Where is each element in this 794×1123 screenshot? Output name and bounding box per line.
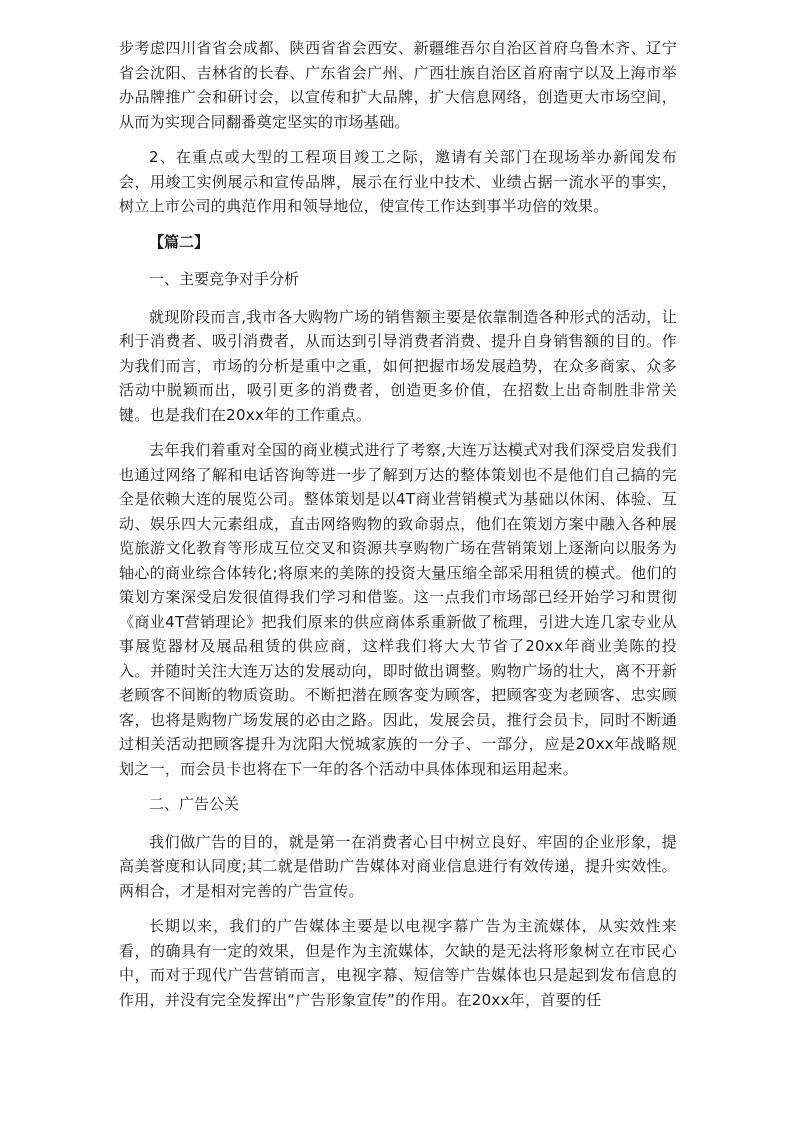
section-title-part-two: 【篇二】 (149, 232, 210, 251)
paragraph-advertising-purpose: 我们做广告的目的，就是第一在消费者心目中树立良好、牢固的企业形象，提高美誉度和认同度;其二就是借助广告媒体对商业信息进行有效传递，提升实效性。两相合，才是相对完善的广告宣传。 (119, 832, 677, 900)
heading-advertising-pr: 二、广告公关 (149, 795, 240, 813)
heading-competitor-analysis: 一、主要竞争对手分析 (149, 270, 300, 288)
paragraph-brand-promotion: 步考虑四川省省会成都、陕西省省会西安、新疆维吾尔自治区首府乌鲁木齐、辽宁省会沈阳、吉林省的长春、广东省会广州、广西壮族自治区首府南宁以及上海市举办品牌推广会和研讨会，以宣传和扩大品牌，扩大信息网络，创造更大市场空间，从而为实现合同翻番奠定坚实的市场基础。 (119, 39, 677, 131)
paragraph-press-conference: 2、在重点或大型的工程项目竣工之际，邀请有关部门在现场举办新闻发布会，用竣工实例展示和宣传品牌，展示在行业中技术、业绩占据一流水平的事实，树立上市公司的典范作用和领导地位，使宣传工作达到事半功倍的效果。 (119, 148, 677, 215)
paragraph-current-stage: 就现阶段而言,我市各大购物广场的销售额主要是依靠制造各种形式的活动，让利于消费者、吸引消费者，从而达到引导消费者消费、提升自身销售额的目的。作为我们而言，市场的分析是重中之重，如何把握市场发展趋势，在众多商家、众多活动中脱颖而出，吸引更多的消费者，创造更多价值，在招数上出奇制胜非常关键。也是我们在20xx年的工作重点。 (119, 307, 677, 424)
paragraph-media-strategy: 长期以来，我们的广告媒体主要是以电视字幕广告为主流媒体，从实效性来看，的确具有一定的效果，但是作为主流媒体，欠缺的是无法将形象树立在市民心中，而对于现代广告营销而言，电视字幕、短信等广告媒体也只是起到发布信息的作用，并没有完全发挥出“广告形象宣传”的作用。在20xx年，首要的任 (119, 917, 677, 1009)
paragraph-wanda-model: 去年我们着重对全国的商业模式进行了考察,大连万达模式对我们深受启发我们也通过网络了解和电话咨询等进一步了解到万达的整体策划也不是他们自己搞的完全是依赖大连的展览公司。整体策划是以4T商业营销模式为基础以休闲、体验、互动、娱乐四大元素组成，直击网络购物的致命弱点，他们在策划方案中融入各种展览旅游文化教育等形成互位交叉和资源共享购物广场在营销策划上逐渐向以服务为轴心的商业综合体转化;将原来的美陈的投资大量压缩全部采用租赁的模式。他们的策划方案深受启发很值得我们学习和借鉴。这一点我们市场部已经开始学习和贯彻《商业4T营销理论》把我们原来的供应商体系重新做了梳理，引进大连几家专业从事展览器材及展品租赁的供应商，这样我们将大大节省了20xx年商业美陈的投入。并随时关注大连万达的发展动向，即时做出调整。购物广场的壮大，离不开新老顾客不间断的物质资助。不断把潜在顾客变为顾客，把顾客变为老顾客、忠实顾客，也将是购物广场发展的必由之路。因此，发展会员，推行会员卡，同时不断通过相关活动把顾客提升为沈阳大悦城家族的一分子、一部分，应是20xx年战略规划之一，而会员卡也将在下一年的各个活动中具体体现和运用起来。 (119, 441, 677, 778)
document-page (119, 36, 677, 1023)
